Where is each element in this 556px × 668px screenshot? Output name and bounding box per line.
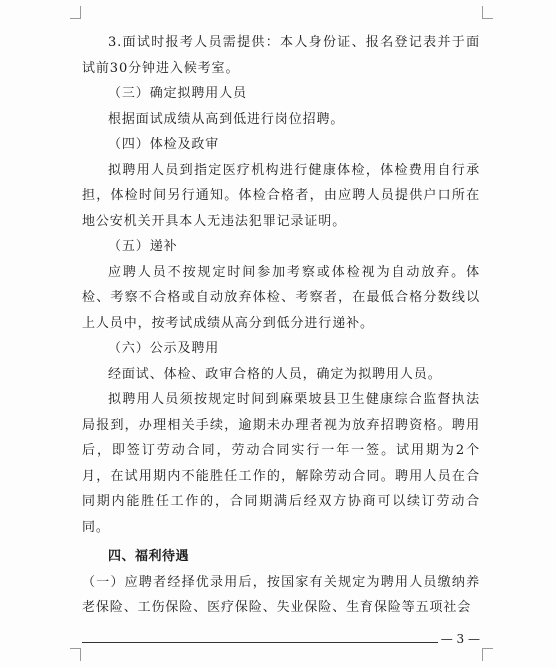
page-number: — 3 — — [438, 632, 480, 646]
paragraph-interview-materials: 3.面试时报考人员需提供：本人身份证、报名登记表并于面试前30分钟进入候考室。 — [82, 35, 480, 76]
footer-rule — [82, 642, 480, 643]
subheading-medical-check: （四）体检及政审 — [108, 137, 220, 152]
subheading-substitution: （五）递补 — [108, 239, 178, 254]
paragraph-contract: 拟聘用人员须按规定时间到麻栗坡县卫生健康综合监督执法局报到，办理相关手续，逾期未办理者视为放弃招聘资格。聘用后，即签订劳动合同，劳动合同实行一年一签。试用期为2个月，在试用期内不能胜任工作的，解除劳动合同。聘用人员在合同期内能胜任工作的，合同期满后经双方协商可以续订劳动合同。 — [82, 392, 480, 535]
paragraph-qualified: 经面试、体检、政审合格的人员，确定为拟聘用人员。 — [108, 366, 442, 382]
paragraph-insurance: （一）应聘者经择优录用后，按国家有关规定为聘用人员缴纳养老保险、工伤保险、医疗保险、失业保险、生育保险等五项社会 — [82, 574, 480, 615]
crop-mark-top-left — [70, 6, 81, 19]
paragraph-medical-check: 拟聘用人员到指定医疗机构进行健康体检，体检费用自行承担，体检时间另行通知。体检合格者，由应聘人员提供户口所在地公安机关开具本人无违法犯罪记录证明。 — [82, 162, 480, 229]
crop-mark-top-right — [482, 6, 493, 19]
section-heading-benefits: 四、福利待遇 — [108, 549, 190, 564]
subheading-publicity-hiring: （六）公示及聘用 — [108, 341, 220, 356]
page-footer — [0, 630, 556, 650]
document-body — [82, 30, 480, 621]
subheading-determine-candidates: （三）确定拟聘用人员 — [108, 86, 248, 101]
paragraph-ranking: 根据面试成绩从高到低进行岗位招聘。 — [108, 111, 345, 127]
paragraph-substitution: 应聘人员不按规定时间参加考察或体检视为自动放弃。体检、考察不合格或自动放弃体检、考察者，在最低合格分数线以上人员中，按考试成绩从高分到低分进行递补。 — [82, 264, 480, 331]
